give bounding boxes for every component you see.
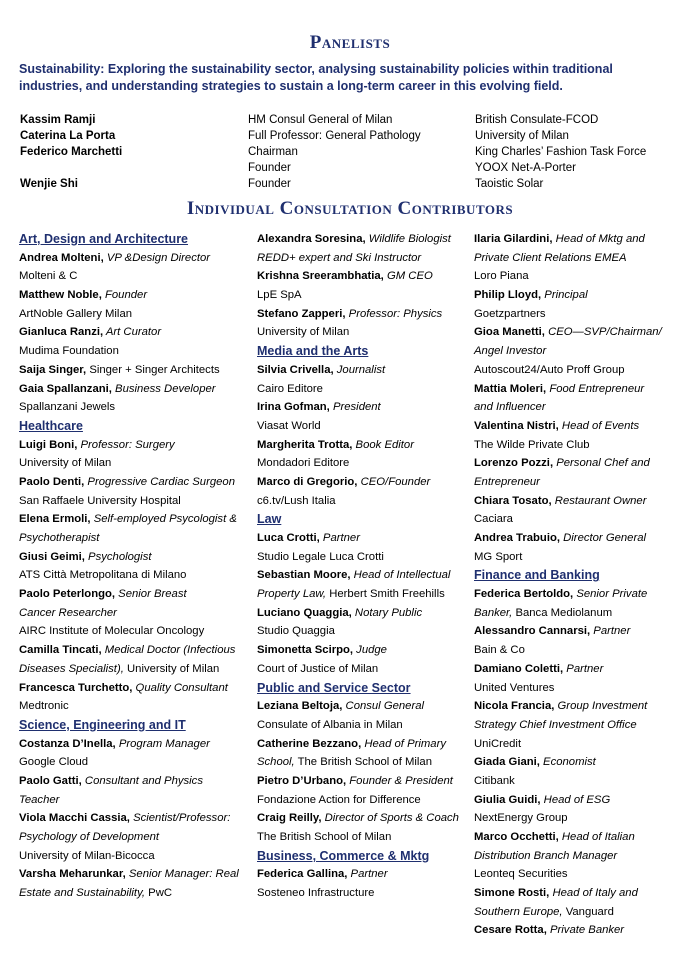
contributor-entry — [19, 548, 251, 567]
contributor-role: Senior Manager: Real — [125, 868, 239, 881]
contributor-role: Private Banker — [546, 924, 625, 937]
contributor-name: Matthew Noble, — [19, 289, 102, 302]
panelist-roles — [248, 112, 421, 192]
contributor-entry — [19, 679, 251, 698]
contributor-name: Irina Gofman, — [257, 401, 330, 414]
contributor-org: Banca Mediolanum — [512, 606, 613, 619]
organization: Fondazione Action for Difference — [257, 793, 421, 806]
section-heading: Science, Engineering and IT — [19, 717, 186, 732]
section-heading: Healthcare — [19, 418, 83, 433]
contributor-role: Banker, — [474, 606, 513, 619]
contributor-role: Diseases Specialist), — [19, 662, 124, 675]
contributor-name: Nicola Francia, — [474, 700, 555, 713]
contributor-name: Pietro D’Urbano, — [257, 774, 347, 787]
contributors-column-1 — [19, 230, 251, 903]
panelist-name — [20, 160, 122, 176]
organization: Studio Legale Luca Crotti — [257, 550, 384, 563]
contributor-entry — [19, 641, 251, 660]
contributor-role: Property Law, — [257, 588, 327, 601]
contributor-entry — [257, 585, 469, 604]
contributor-role: Scientist/Professor: — [129, 812, 231, 825]
contributor-role: Director of Sports & Coach — [321, 812, 459, 825]
contributor-entry — [257, 753, 469, 772]
contributor-name: Valentina Nistri, — [474, 419, 559, 432]
contributor-role: Self-employed Psycologist & — [90, 513, 237, 526]
contributor-entry — [474, 529, 696, 548]
contributor-entry — [19, 286, 251, 305]
contributor-entry — [19, 249, 251, 268]
contributor-role: Business Developer — [111, 382, 216, 395]
contributor-role: Medical Doctor (Infectious — [101, 644, 236, 657]
organization: Citibank — [474, 774, 515, 787]
contributor-role: Notary Public — [351, 606, 423, 619]
contributor-role: Director General — [560, 532, 647, 544]
contributor-role: CEO/Founder — [357, 475, 431, 488]
contributor-entry — [474, 286, 696, 305]
role-continuation: and Influencer — [474, 401, 546, 414]
contributor-role: Senior Private — [573, 588, 648, 601]
contributor-name: Paolo Peterlongo, — [19, 588, 116, 601]
contributor-org: University of Milan — [123, 662, 220, 675]
organization: Studio Quaggia — [257, 625, 335, 638]
contributor-org: Herbert Smith Freehills — [326, 588, 445, 601]
contributor-name: Simonetta Scirpo, — [257, 644, 354, 657]
contributor-role: Head of ESG — [540, 793, 611, 806]
contributor-entry — [257, 529, 469, 548]
contributor-name: Marco di Gregorio, — [257, 475, 358, 488]
contributor-role: Head of Mktg and — [552, 233, 645, 245]
role-continuation: Angel Investor — [474, 345, 547, 358]
contributor-name: Philip Lloyd, — [474, 289, 542, 302]
contributor-entry — [474, 697, 696, 716]
contributor-entry — [474, 884, 696, 903]
contributor-entry — [474, 903, 696, 922]
panelist-role: Full Professor: General Pathology — [248, 130, 421, 142]
panelist-orgs — [475, 112, 646, 192]
contributor-entry — [19, 865, 251, 884]
contributor-name: Lorenzo Pozzi, — [474, 457, 554, 470]
panelist-org: Taoistic Solar — [475, 178, 544, 190]
contributor-role: Consul General — [342, 700, 425, 713]
contributor-entry — [257, 697, 469, 716]
contributor-name: Federica Bertoldo, — [474, 588, 574, 601]
contributor-role: Book Editor — [352, 438, 414, 451]
contributor-role: Quality Consultant — [132, 681, 228, 694]
contributor-name: Saija Singer, — [19, 363, 87, 376]
contributor-entry — [474, 323, 696, 342]
organization: Caciara — [474, 513, 513, 526]
panelist-org: YOOX Net-A-Porter — [475, 162, 576, 174]
panelist-role: HM Consul General of Milan — [248, 114, 393, 126]
section-heading: Law — [257, 512, 282, 527]
role-continuation: Psychotherapist — [19, 532, 100, 544]
contributor-role: Psychologist — [84, 550, 152, 563]
contributor-role: Judge — [353, 644, 387, 657]
contributor-entry — [257, 772, 469, 791]
contributor-name: Silvia Crivella, — [257, 363, 334, 376]
panelist-role: Founder — [248, 162, 291, 174]
contributor-name: Simone Rosti, — [474, 887, 550, 900]
organization: ArtNoble Gallery Milan — [19, 307, 133, 320]
contributor-entry — [19, 884, 251, 903]
organization: Molteni & C — [19, 270, 78, 283]
section-heading: Public and Service Sector — [257, 680, 411, 695]
contributor-entry — [474, 417, 696, 436]
contributor-name: Margherita Trotta, — [257, 438, 353, 451]
contributor-entry — [257, 361, 469, 380]
contributor-name: Gioa Manetti, — [474, 326, 545, 339]
contributor-name: Giada Giani, — [474, 756, 540, 769]
role-continuation: Teacher — [19, 793, 60, 806]
contributor-name: Stefano Zapperi, — [257, 307, 346, 320]
contributor-name: Marco Occhetti, — [474, 831, 559, 843]
role-continuation: Private Client Relations EMEA — [474, 251, 627, 264]
contributor-entry — [257, 604, 469, 623]
contributor-role: Founder — [101, 289, 148, 302]
panelist-name: Caterina La Porta — [20, 130, 116, 142]
contributor-role: Program Manager — [115, 737, 210, 750]
contributor-name: Varsha Meharunkar, — [19, 868, 126, 881]
contributor-entry — [19, 380, 251, 399]
contributor-entry — [474, 828, 696, 847]
contributor-role: Head of Primary — [361, 737, 446, 750]
role-continuation: Distribution Branch Manager — [474, 849, 618, 862]
organization: Cairo Editore — [257, 382, 323, 395]
contributor-role: Personal Chef and — [553, 457, 650, 470]
contributor-role: Senior Breast — [115, 588, 187, 601]
organization: United Ventures — [474, 681, 555, 694]
contributors-column-3 — [474, 230, 696, 940]
contributor-entry — [257, 267, 469, 286]
contributor-name: Paolo Gatti, — [19, 774, 82, 787]
role-continuation: Strategy Chief Investment Office — [474, 718, 637, 731]
contributor-entry — [19, 510, 251, 529]
contributor-name: Luciano Quaggia, — [257, 606, 352, 619]
contributor-entry — [474, 454, 696, 473]
organization: Bain & Co — [474, 644, 525, 657]
contributor-name: Giusi Geimi, — [19, 550, 85, 563]
organization: Sosteneo Infrastructure — [257, 887, 375, 900]
contributor-role: Partner — [563, 662, 604, 675]
contributor-org: The British School of Milan — [294, 756, 432, 769]
organization: c6.tv/Lush Italia — [257, 494, 336, 507]
contributor-name: Andrea Trabuio, — [474, 532, 560, 544]
contributor-role: Head of Italy and — [549, 887, 638, 900]
contributor-role: Head of Italian — [558, 831, 635, 843]
organization: Medtronic — [19, 700, 69, 713]
contributor-role: Partner — [590, 625, 631, 638]
contributor-role: Partner — [319, 532, 360, 544]
contributor-role: Partner — [347, 868, 388, 881]
section-heading: Business, Commerce & Mktg — [257, 848, 430, 863]
section-heading: Art, Design and Architecture — [19, 232, 189, 246]
organization: Viasat World — [257, 419, 321, 432]
contributor-entry — [257, 230, 469, 249]
organization: MG Sport — [474, 550, 523, 563]
contributor-role: Southern Europe, — [474, 905, 563, 918]
contributor-name: Francesca Turchetto, — [19, 681, 133, 694]
contributor-entry — [257, 566, 469, 585]
role-continuation: Cancer Researcher — [19, 606, 117, 619]
contributors-column-2 — [257, 230, 469, 903]
panelist-org: British Consulate-FCOD — [475, 114, 599, 126]
contributor-role: Wildlife Biologist — [365, 233, 451, 245]
contributor-name: Damiano Coletti, — [474, 662, 564, 675]
contributor-role: Head of Intellectual — [350, 569, 451, 582]
contributor-entry — [257, 735, 469, 754]
organization: University of Milan — [257, 326, 350, 339]
contributor-entry — [474, 791, 696, 810]
contributor-entry — [19, 809, 251, 828]
contributor-name: Leziana Beltoja, — [257, 700, 343, 713]
organization: Google Cloud — [19, 756, 89, 769]
contributor-role: School, — [257, 756, 295, 769]
contributor-name: Luca Crotti, — [257, 532, 320, 544]
contributor-role: Journalist — [333, 363, 386, 376]
role-continuation: REDD+ expert and Ski Instructor — [257, 251, 422, 264]
contributor-role: Professor: Surgery — [77, 438, 175, 451]
organization: Spallanzani Jewels — [19, 401, 116, 414]
contributor-name: Gianluca Ranzi, — [19, 326, 104, 339]
organization: Leonteq Securities — [474, 868, 568, 881]
contributor-role: Restaurant Owner — [551, 494, 647, 507]
contributor-name: Cesare Rotta, — [474, 924, 547, 937]
contributor-entry — [474, 492, 696, 511]
contributor-name: Luigi Boni, — [19, 438, 78, 451]
contributor-entry — [257, 865, 469, 884]
organization: The British School of Milan — [257, 831, 392, 843]
contributor-role: Art Curator — [103, 326, 162, 339]
panelists-title: Panelists — [309, 32, 391, 53]
contributor-name: Krishna Sreerambhatia, — [257, 270, 384, 283]
contributor-name: Costanza D’Inella, — [19, 737, 116, 750]
organization: Mudima Foundation — [19, 345, 119, 358]
organization: Loro Piana — [474, 270, 529, 283]
organization: University of Milan — [19, 457, 112, 470]
contributor-role: Progressive Cardiac Surgeon — [84, 475, 235, 488]
section-heading: Media and the Arts — [257, 344, 369, 359]
contributor-role: Consultant and Physics — [81, 774, 203, 787]
contributor-role: Group Investment — [554, 700, 648, 713]
contributor-role: CEO—SVP/Chairman/ — [544, 326, 662, 339]
organization: ATS Città Metropolitana di Milano — [19, 569, 187, 582]
contributor-entry — [257, 436, 469, 455]
role-continuation: Entrepreneur — [474, 475, 540, 488]
organization: Goetzpartners — [474, 307, 546, 320]
panelist-name: Kassim Ramji — [20, 114, 96, 126]
contributor-role: President — [329, 401, 381, 414]
panelist-name: Wenjie Shi — [20, 178, 78, 190]
organization: San Raffaele University Hospital — [19, 494, 181, 507]
organization: The Wilde Private Club — [474, 438, 590, 451]
contributor-entry — [474, 921, 696, 940]
contributor-org: Singer + Singer Architects — [86, 363, 220, 376]
contributor-name: Viola Macchi Cassia, — [19, 812, 130, 825]
contributor-entry — [474, 380, 696, 399]
contributor-name: Gaia Spallanzani, — [19, 382, 112, 395]
contributor-entry — [474, 622, 696, 641]
contributor-name: Mattia Moleri, — [474, 382, 547, 395]
contributor-entry — [19, 323, 251, 342]
organization: UniCredit — [474, 737, 522, 750]
contributor-org: Vanguard — [562, 905, 614, 918]
contributor-entry — [474, 585, 696, 604]
contributor-name: Federica Gallina, — [257, 868, 348, 881]
contributor-entry — [474, 660, 696, 679]
panel-intro: Sustainability: Exploring the sustainability sector, analysing sustainability policies within traditional industries, and understanding strategies to sustain a long-term career in this evolving field. — [19, 62, 613, 93]
contributor-name: Craig Reilly, — [257, 812, 322, 825]
contributor-entry — [257, 305, 469, 324]
contributor-name: Chiara Tosato, — [474, 494, 552, 507]
contributor-role: Head of Events — [558, 419, 640, 432]
contributor-role: GM CEO — [383, 270, 433, 283]
contributor-entry — [19, 361, 251, 380]
contributor-role: Food Entrepreneur — [546, 382, 645, 395]
contributors-title: Individual Consultation Contributors — [186, 198, 514, 219]
contributor-role: Estate and Sustainability, — [19, 887, 146, 900]
section-heading: Finance and Banking — [474, 568, 600, 583]
contributor-name: Camilla Tincati, — [19, 644, 102, 657]
contributor-entry — [257, 641, 469, 660]
panelist-role: Chairman — [248, 146, 298, 158]
organization: University of Milan-Bicocca — [19, 849, 155, 862]
organization: Autoscout24/Auto Proff Group — [474, 363, 625, 376]
contributor-role: VP &Design Director — [103, 251, 211, 264]
contributor-name: Ilaria Gilardini, — [474, 233, 553, 245]
contributor-entry — [19, 772, 251, 791]
panelist-org: University of Milan — [475, 130, 569, 142]
contributor-name: Paolo Denti, — [19, 475, 85, 488]
contributor-role: Economist — [539, 756, 596, 769]
contributor-entry — [19, 436, 251, 455]
contributor-entry — [19, 660, 251, 679]
contributor-role: Professor: Physics — [345, 307, 443, 320]
contributor-name: Elena Ermoli, — [19, 513, 91, 526]
organization: LpE SpA — [257, 289, 302, 302]
contributor-entry — [257, 473, 469, 492]
panelist-name: Federico Marchetti — [20, 146, 123, 158]
organization: NextEnergy Group — [474, 812, 568, 825]
contributor-entry — [19, 735, 251, 754]
contributor-name: Giulia Guidi, — [474, 793, 541, 806]
role-continuation: Psychology of Development — [19, 831, 160, 843]
contributor-name: Catherine Bezzano, — [257, 737, 362, 750]
contributor-role: Principal — [541, 289, 588, 302]
organization: Mondadori Editore — [257, 457, 350, 470]
organization: Consulate of Albania in Milan — [257, 718, 403, 731]
contributor-name: Andrea Molteni, — [19, 251, 104, 264]
contributor-entry — [474, 230, 696, 249]
panelist-role: Founder — [248, 178, 291, 190]
contributor-entry — [474, 604, 696, 623]
contributor-name: Alexandra Soresina, — [257, 233, 366, 245]
contributor-entry — [19, 585, 251, 604]
contributor-entry — [474, 753, 696, 772]
organization: Court of Justice of Milan — [257, 662, 379, 675]
panelist-names — [20, 112, 122, 192]
panelist-org: King Charles’ Fashion Task Force — [475, 146, 647, 158]
contributor-entry — [19, 473, 251, 492]
contributor-name: Alessandro Cannarsi, — [474, 625, 591, 638]
organization: AIRC Institute of Molecular Oncology — [19, 625, 205, 638]
contributor-role: Founder & President — [346, 774, 453, 787]
contributor-name: Sebastian Moore, — [257, 569, 351, 582]
contributor-org: PwC — [145, 887, 173, 900]
contributor-entry — [257, 809, 469, 828]
contributor-entry — [257, 398, 469, 417]
